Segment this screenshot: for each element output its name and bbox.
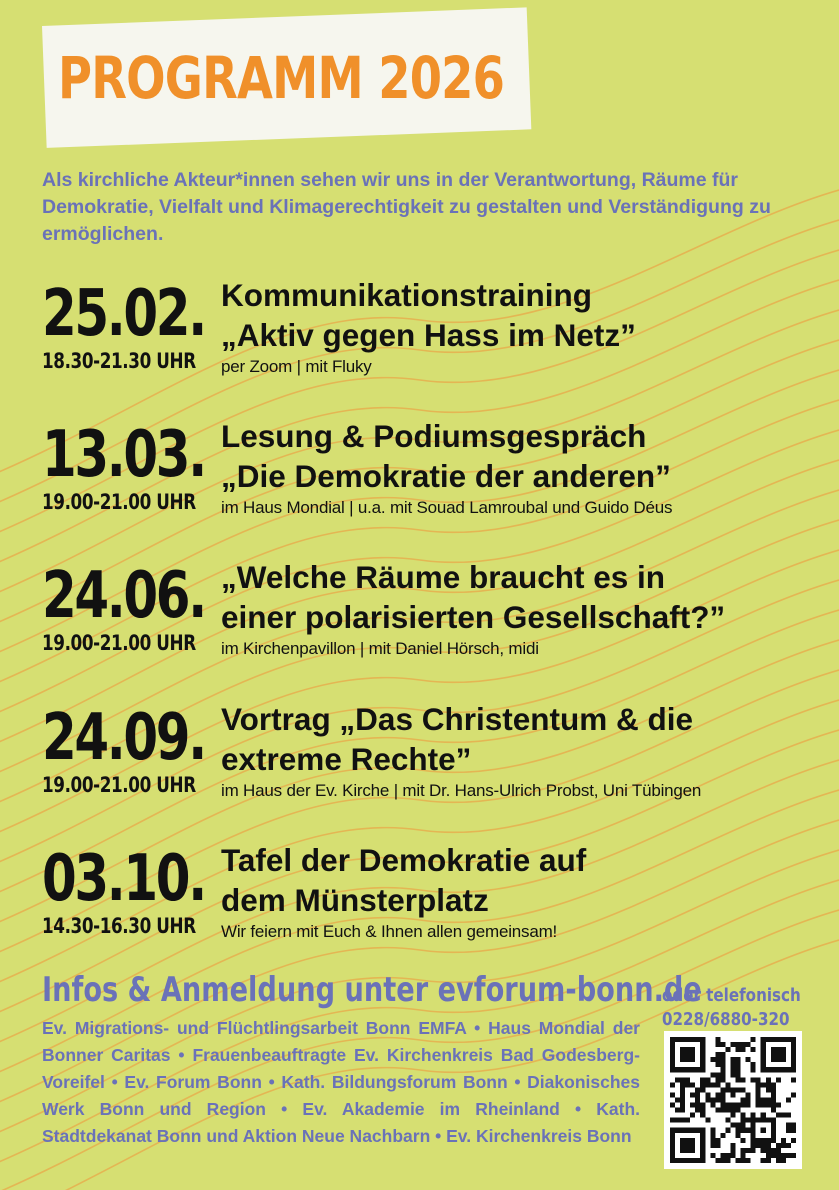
qr-module — [776, 1113, 781, 1118]
qr-module — [720, 1077, 725, 1082]
qr-module — [746, 1103, 751, 1108]
qr-module — [751, 1067, 756, 1072]
registration-link-text: Infos & Anmeldung unter evforum-bonn.de — [42, 970, 702, 1010]
event-title-line: „Welche Räume braucht es in — [221, 559, 666, 595]
qr-module — [680, 1118, 685, 1123]
qr-module — [720, 1158, 725, 1163]
qr-module — [705, 1118, 710, 1123]
qr-module — [736, 1047, 741, 1052]
qr-module — [700, 1108, 705, 1113]
event-title-line: Vortrag „Das Christentum & die — [221, 701, 693, 737]
qr-module — [771, 1087, 776, 1092]
qr-module — [730, 1108, 735, 1113]
qr-module — [670, 1118, 675, 1123]
qr-module — [720, 1062, 725, 1067]
qr-module — [791, 1128, 796, 1133]
qr-module — [746, 1128, 751, 1133]
qr-module — [725, 1082, 730, 1087]
qr-module — [710, 1097, 715, 1102]
event-date: 24.09. — [42, 701, 205, 775]
qr-module — [720, 1042, 725, 1047]
qr-module — [690, 1103, 695, 1108]
qr-module — [720, 1057, 725, 1062]
qr-module — [741, 1158, 746, 1163]
qr-module — [715, 1143, 720, 1148]
qr-module — [746, 1158, 751, 1163]
qr-module — [720, 1087, 725, 1092]
qr-module — [725, 1103, 730, 1108]
qr-module — [736, 1077, 741, 1082]
qr-module — [715, 1077, 720, 1082]
qr-module — [776, 1103, 781, 1108]
page-title: PROGRAMM 2026 — [58, 44, 505, 112]
partner-list: Ev. Migrations- und Flüchtlingsarbeit Bonn EMFA • Haus Mondial der Bonner Caritas • Frauenbeauftragte Ev. Kirchenkreis Bad Godesberg-Voreifel • Ev. Forum Bonn • Kath. Bildungsforum Bonn • Diakonisches Werk Bonn und Region • Ev. Akademie im Rheinland • Kath. Stadtdekanat Bonn und Aktion Neue Nachbarn • Ev. Kirchenkreis Bonn — [42, 1018, 640, 1146]
qr-module — [791, 1153, 796, 1158]
qr-module — [766, 1082, 771, 1087]
qr-module — [730, 1067, 735, 1072]
qr-module — [715, 1158, 720, 1163]
event-title-line: Lesung & Podiumsgespräch — [221, 418, 647, 454]
qr-module — [786, 1123, 791, 1128]
qr-module — [741, 1042, 746, 1047]
qr-module — [715, 1082, 720, 1087]
qr-module — [695, 1097, 700, 1102]
qr-module — [756, 1143, 761, 1148]
event-title-line: „Aktiv gegen Hass im Netz” — [221, 317, 636, 353]
qr-module — [715, 1092, 720, 1097]
qr-module — [670, 1082, 675, 1087]
qr-module — [746, 1057, 751, 1062]
qr-module — [720, 1092, 725, 1097]
qr-module — [680, 1082, 685, 1087]
qr-module — [725, 1158, 730, 1163]
event-date: 25.02. — [42, 277, 205, 351]
qr-module — [720, 1133, 725, 1138]
qr-module — [751, 1062, 756, 1067]
qr-module — [736, 1067, 741, 1072]
qr-module — [680, 1138, 695, 1153]
qr-module — [786, 1153, 791, 1158]
qr-module — [756, 1082, 761, 1087]
qr-module — [730, 1092, 735, 1097]
event-time: 14.30-16.30 UHR — [42, 914, 196, 938]
qr-module — [741, 1077, 746, 1082]
event-date: 24.06. — [42, 559, 205, 633]
qr-module — [761, 1082, 766, 1087]
qr-module — [700, 1077, 705, 1082]
qr-module — [751, 1037, 756, 1042]
qr-module — [786, 1128, 791, 1133]
qr-module — [776, 1153, 781, 1158]
qr-module — [771, 1092, 776, 1097]
qr-module — [680, 1108, 685, 1113]
qr-module — [756, 1103, 761, 1108]
qr-module — [730, 1123, 735, 1128]
event-item — [42, 557, 832, 685]
qr-module — [720, 1108, 725, 1113]
qr-module — [730, 1113, 735, 1118]
qr-module — [730, 1062, 735, 1067]
qr-module — [715, 1138, 720, 1143]
event-detail: Wir feiern mit Euch & Ihnen allen gemeinsam! — [221, 922, 558, 941]
qr-module — [670, 1092, 675, 1097]
event-title — [221, 699, 831, 779]
qr-module — [690, 1092, 695, 1097]
event-title — [221, 275, 831, 355]
qr-module — [791, 1138, 796, 1143]
qr-module — [746, 1042, 751, 1047]
qr-module — [746, 1118, 751, 1123]
qr-module — [736, 1123, 741, 1128]
qr-module — [690, 1082, 695, 1087]
qr-code-pattern — [670, 1037, 796, 1163]
qr-module — [705, 1092, 710, 1097]
qr-module — [741, 1087, 746, 1092]
event-item — [42, 840, 832, 968]
event-title — [221, 557, 831, 637]
event-detail: im Haus Mondial | u.a. mit Souad Lamroubal und Guido Déus — [221, 498, 673, 517]
qr-module — [720, 1153, 725, 1158]
qr-module — [700, 1113, 705, 1118]
event-date: 03.10. — [42, 842, 205, 916]
qr-module — [741, 1128, 746, 1133]
qr-module — [786, 1113, 791, 1118]
event-time: 19.00-21.00 UHR — [42, 631, 196, 655]
qr-module — [761, 1148, 766, 1153]
qr-module — [715, 1042, 720, 1047]
qr-module — [705, 1097, 710, 1102]
event-detail: im Kirchenpavillon | mit Daniel Hörsch, midi — [221, 639, 539, 658]
qr-module — [680, 1103, 685, 1108]
qr-module — [710, 1138, 715, 1143]
qr-module — [736, 1087, 741, 1092]
event-detail: per Zoom | mit Fluky — [221, 357, 372, 376]
qr-module — [685, 1082, 690, 1087]
qr-module — [700, 1103, 705, 1108]
qr-module — [756, 1097, 761, 1102]
qr-module — [715, 1052, 720, 1057]
qr-module — [710, 1057, 715, 1062]
qr-module — [725, 1153, 730, 1158]
qr-module — [741, 1153, 746, 1158]
qr-module — [720, 1097, 725, 1102]
qr-module — [761, 1103, 766, 1108]
qr-module — [710, 1133, 715, 1138]
event-time: 19.00-21.00 UHR — [42, 490, 196, 514]
qr-module — [725, 1047, 730, 1052]
qr-module — [781, 1138, 786, 1143]
qr-module — [736, 1158, 741, 1163]
qr-module — [766, 1153, 771, 1158]
qr-module — [761, 1113, 766, 1118]
qr-module — [700, 1087, 705, 1092]
event-title-line: einer polarisierten Gesellschaft?” — [221, 599, 726, 635]
qr-module — [766, 1148, 771, 1153]
qr-module — [771, 1108, 776, 1113]
qr-module — [715, 1072, 720, 1077]
qr-module — [756, 1092, 761, 1097]
qr-module — [751, 1143, 756, 1148]
qr-module — [725, 1118, 730, 1123]
phone-label: oder telefonisch — [662, 985, 801, 1006]
qr-module — [685, 1077, 690, 1082]
qr-module — [776, 1077, 781, 1082]
qr-module — [736, 1072, 741, 1077]
event-detail: im Haus der Ev. Kirche | mit Dr. Hans-Ulrich Probst, Uni Tübingen — [221, 781, 702, 800]
event-title-line: Kommunikationstraining — [221, 277, 593, 313]
qr-module — [746, 1097, 751, 1102]
qr-module — [670, 1103, 675, 1108]
qr-module — [695, 1108, 700, 1113]
qr-module — [730, 1153, 735, 1158]
event-title — [221, 840, 831, 920]
qr-module — [741, 1103, 746, 1108]
qr-module — [725, 1108, 730, 1113]
qr-module — [756, 1077, 761, 1082]
qr-module — [725, 1128, 730, 1133]
qr-module — [695, 1087, 700, 1092]
qr-module — [766, 1103, 771, 1108]
event-item — [42, 416, 832, 544]
qr-module — [690, 1113, 695, 1118]
qr-module — [751, 1148, 756, 1153]
qr-module — [736, 1103, 741, 1108]
event-title-line: „Die Demokratie der anderen” — [221, 458, 671, 494]
qr-module — [781, 1143, 786, 1148]
qr-module — [741, 1113, 746, 1118]
qr-module — [771, 1047, 786, 1062]
qr-module — [766, 1158, 771, 1163]
event-date: 13.03. — [42, 418, 205, 492]
qr-module — [766, 1077, 771, 1082]
qr-module — [776, 1158, 781, 1163]
qr-module — [771, 1097, 776, 1102]
qr-module — [705, 1082, 710, 1087]
qr-module — [680, 1092, 685, 1097]
qr-module — [715, 1108, 720, 1113]
qr-module — [725, 1087, 730, 1092]
qr-module — [766, 1097, 771, 1102]
qr-module — [791, 1092, 796, 1097]
qr-module — [710, 1143, 715, 1148]
qr-module — [715, 1097, 720, 1102]
qr-module — [730, 1103, 735, 1108]
qr-module — [730, 1072, 735, 1077]
qr-module — [695, 1092, 700, 1097]
event-item — [42, 275, 832, 403]
phone-number: 0228/6880-320 — [662, 1009, 790, 1030]
qr-module — [736, 1057, 741, 1062]
qr-module — [746, 1148, 751, 1153]
qr-module — [680, 1087, 685, 1092]
qr-module — [730, 1148, 735, 1153]
qr-module — [791, 1123, 796, 1128]
qr-module — [710, 1103, 715, 1108]
qr-module — [675, 1077, 680, 1082]
qr-module — [715, 1062, 720, 1067]
event-time: 18.30-21.30 UHR — [42, 349, 196, 373]
qr-module — [776, 1143, 781, 1148]
qr-module — [781, 1158, 786, 1163]
qr-module — [736, 1108, 741, 1113]
event-item — [42, 699, 832, 827]
intro-text: Als kirchliche Akteur*innen sehen wir uns in der Verantwortung, Räume für Demokratie, Vielfalt und Klimagerechtigkeit zu gestalten und Verständigung zu ermöglichen. — [42, 169, 771, 245]
qr-module — [710, 1128, 715, 1133]
qr-module — [781, 1113, 786, 1118]
qr-module — [741, 1047, 746, 1052]
qr-code-icon[interactable] — [664, 1031, 802, 1169]
qr-module — [730, 1143, 735, 1148]
event-title-line: Tafel der Demokratie auf — [221, 842, 587, 878]
qr-module — [776, 1148, 781, 1153]
qr-module — [786, 1097, 791, 1102]
qr-module — [700, 1082, 705, 1087]
qr-module — [751, 1113, 756, 1118]
qr-module — [720, 1067, 725, 1072]
qr-module — [720, 1052, 725, 1057]
qr-module — [695, 1103, 700, 1108]
qr-module — [741, 1138, 746, 1143]
qr-module — [756, 1087, 761, 1092]
qr-module — [751, 1077, 756, 1082]
qr-module — [675, 1097, 680, 1102]
qr-module — [761, 1097, 766, 1102]
qr-module — [771, 1082, 776, 1087]
qr-module — [680, 1097, 685, 1102]
qr-module — [710, 1153, 715, 1158]
qr-module — [705, 1077, 710, 1082]
qr-module — [741, 1148, 746, 1153]
event-title-line: dem Münsterplatz — [221, 882, 489, 918]
qr-module — [730, 1042, 735, 1047]
qr-module — [680, 1047, 695, 1062]
qr-module — [720, 1072, 725, 1077]
qr-module — [771, 1153, 776, 1158]
qr-module — [761, 1158, 766, 1163]
qr-module — [741, 1097, 746, 1102]
qr-module — [710, 1082, 715, 1087]
qr-module — [741, 1123, 746, 1128]
qr-module — [736, 1128, 741, 1133]
qr-module — [761, 1143, 766, 1148]
qr-module — [720, 1103, 725, 1108]
qr-module — [730, 1087, 735, 1092]
phone-contact — [662, 984, 801, 1032]
qr-module — [710, 1072, 715, 1077]
qr-module — [791, 1077, 796, 1082]
qr-module — [741, 1118, 746, 1123]
qr-module — [675, 1108, 680, 1113]
qr-module — [736, 1133, 741, 1138]
qr-module — [761, 1128, 766, 1133]
qr-module — [715, 1037, 720, 1042]
qr-module — [786, 1143, 791, 1148]
qr-module — [751, 1047, 756, 1052]
qr-module — [685, 1118, 690, 1123]
qr-module — [730, 1057, 735, 1062]
qr-module — [771, 1103, 776, 1108]
qr-module — [675, 1118, 680, 1123]
event-title-line: extreme Rechte” — [221, 741, 472, 777]
qr-module — [771, 1148, 776, 1153]
qr-module — [736, 1062, 741, 1067]
event-time: 19.00-21.00 UHR — [42, 773, 196, 797]
event-title — [221, 416, 831, 496]
qr-module — [715, 1057, 720, 1062]
qr-module — [746, 1092, 751, 1097]
qr-module — [680, 1077, 685, 1082]
qr-module — [736, 1042, 741, 1047]
qr-module — [766, 1143, 771, 1148]
qr-module — [766, 1087, 771, 1092]
qr-module — [781, 1153, 786, 1158]
